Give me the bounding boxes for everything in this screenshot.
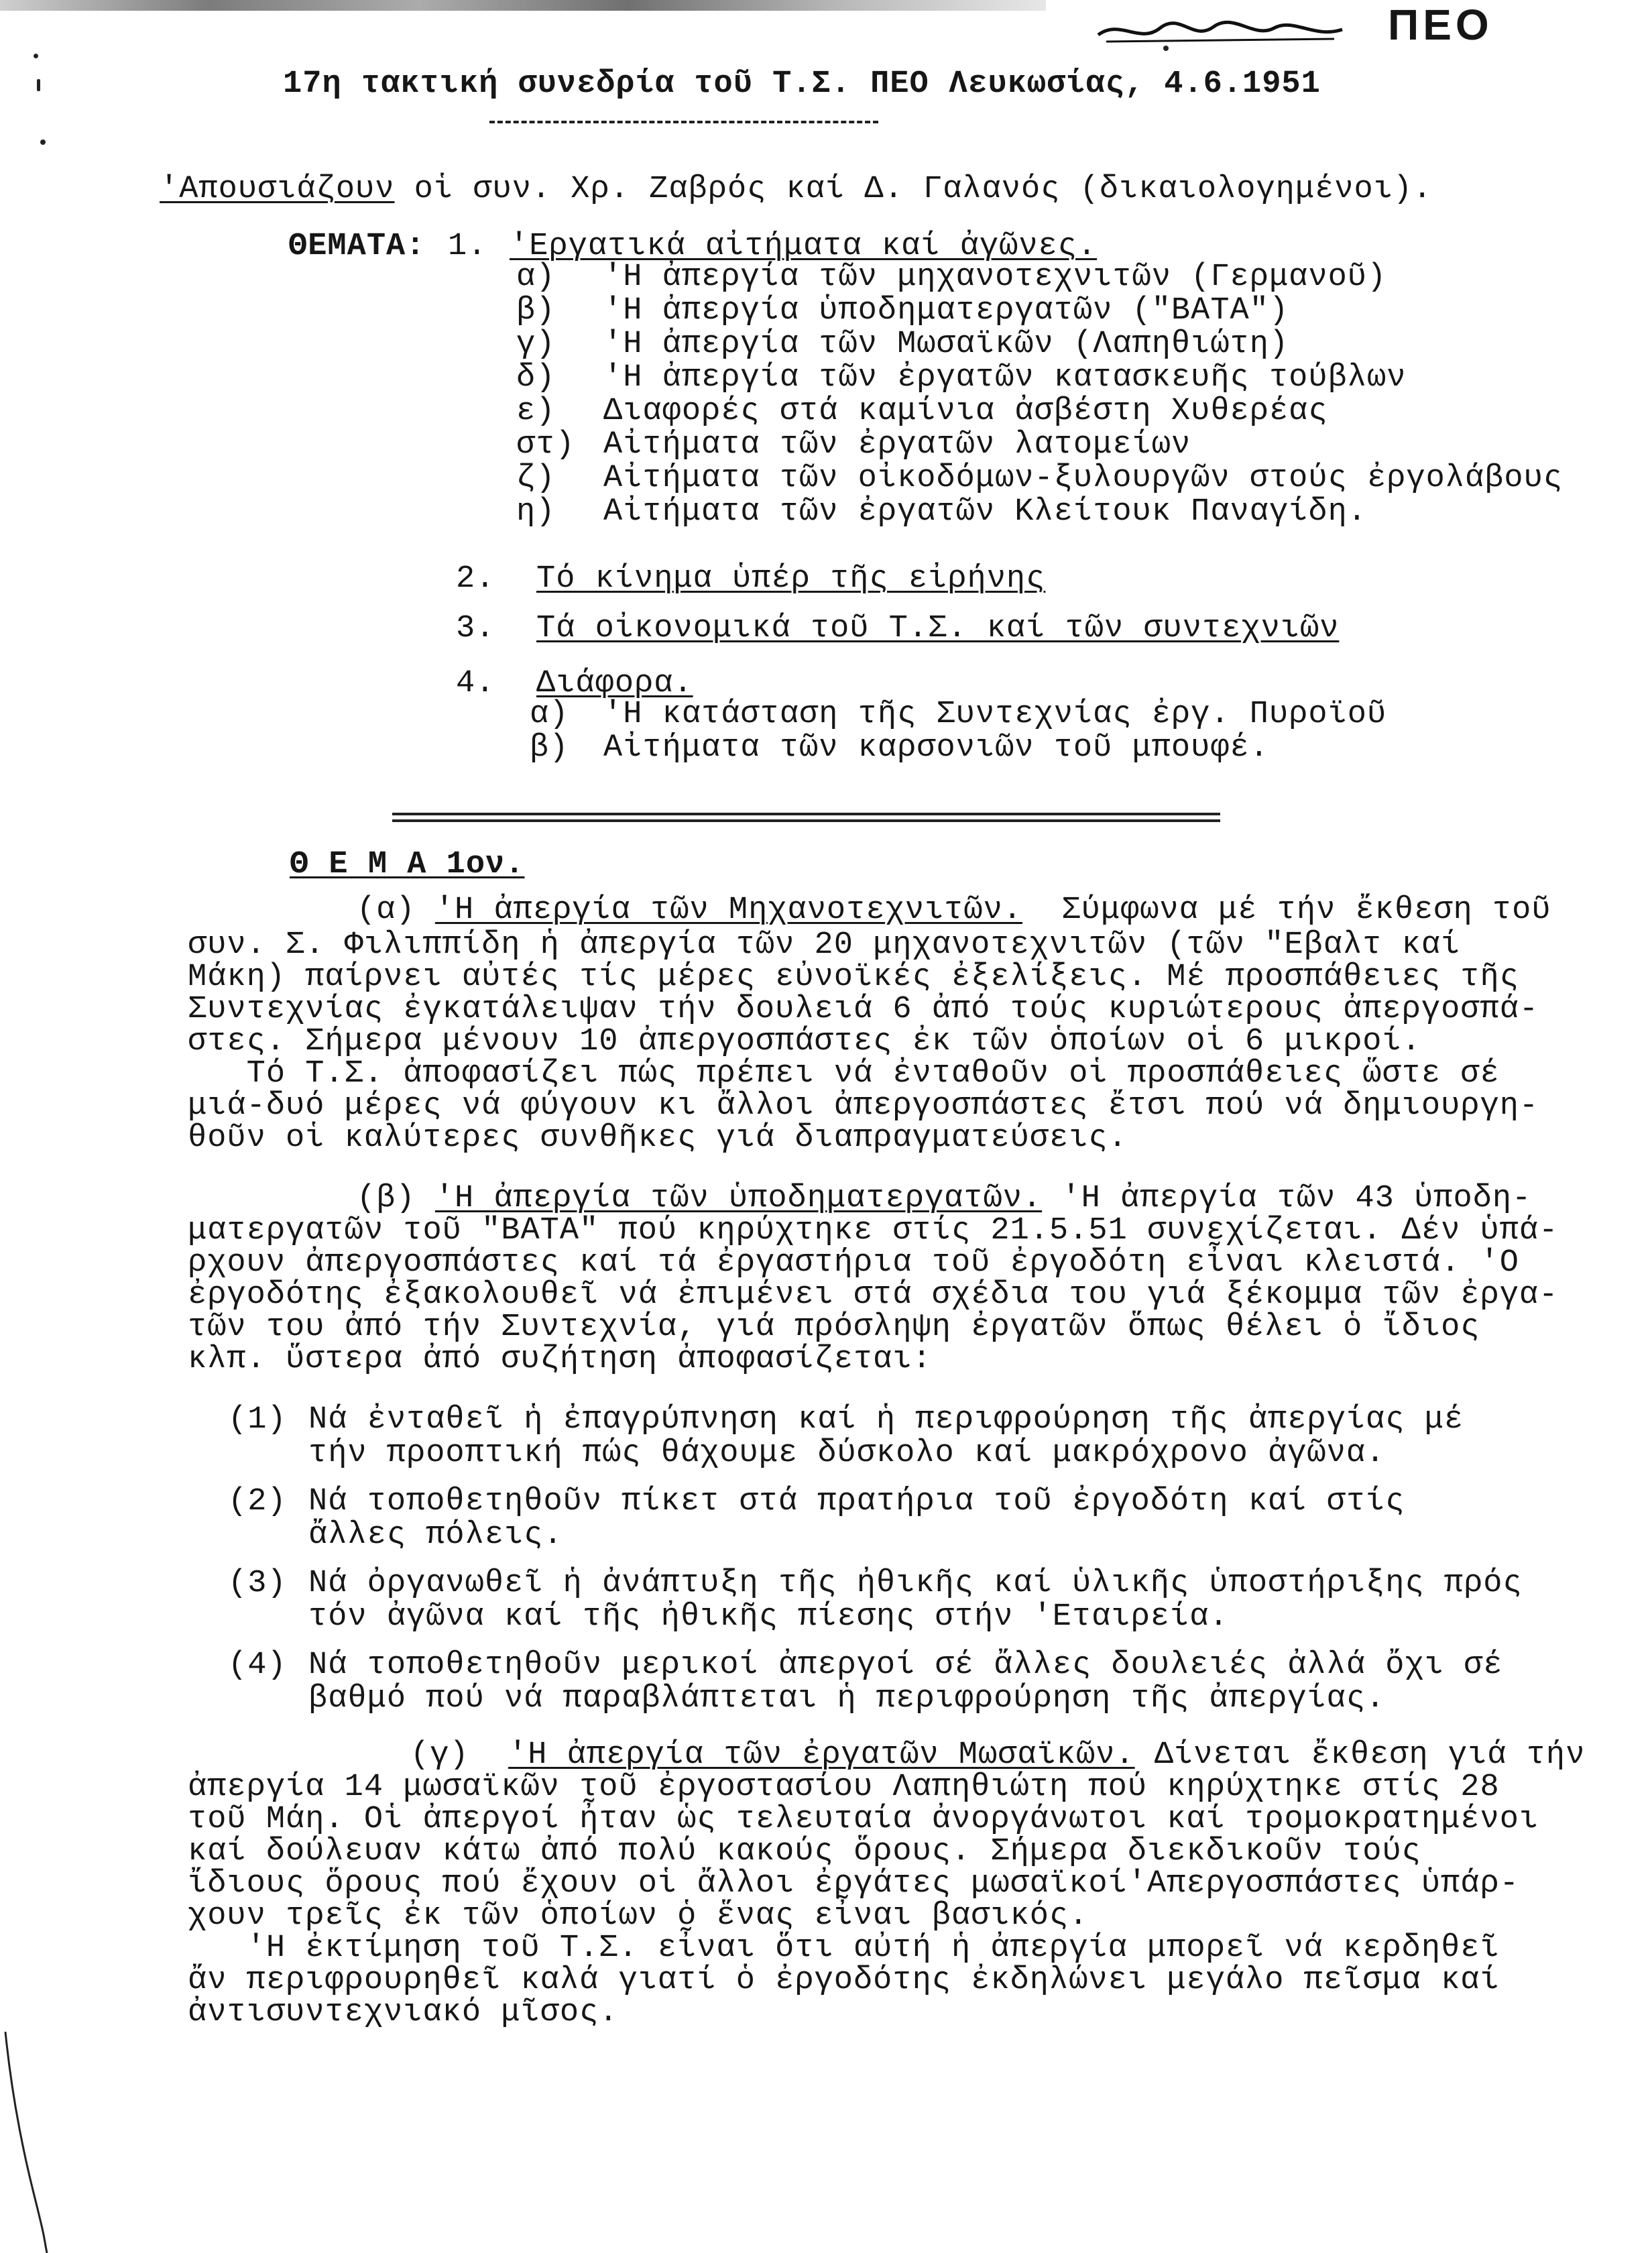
topic-title: 'Εργατικά αἰτήματα καί ἀγῶνες. <box>510 229 1098 264</box>
subsection-title: 'Η ἀπεργία τῶν Μηχανοτεχνιτῶν. <box>434 892 1022 928</box>
decision-text: βαθμό πού νά παραβλάπτεται ἡ περιφρούρηση τῆς ἀπεργίας. <box>308 1681 1386 1717</box>
absence-text: οἱ συν. Χρ. Ζαβρός καί Δ. Γαλανός (δικαιολογημένοι). <box>394 172 1433 207</box>
paragraph-text: Σύμφωνα μέ τήν ἔκθεση τοῦ <box>1061 892 1551 928</box>
subitem-text: 'Η ἀπεργία τῶν ἐργατῶν κατασκευῆς τούβλων <box>603 360 1407 396</box>
absence-line <box>160 171 1432 209</box>
section-heading: Θ Ε Μ Α 1ον. <box>290 847 525 882</box>
subsection-title: 'Η ἀπεργία τῶν ἐργατῶν Μωσαϊκῶν. <box>508 1737 1135 1773</box>
subitem-label: ζ) <box>516 461 556 496</box>
paragraph-line: ἄν περιφρουρηθεῖ καλά γιατί ὁ ἐργοδότης ἐκδηλώνει μεγάλο πεῖσμα καί <box>188 1963 1500 1998</box>
scan-speck <box>34 54 38 58</box>
topic-number: 2. <box>456 561 495 597</box>
paragraph-text: 'Η ἀπεργία τῶν 43 ὑποδη- <box>1061 1181 1532 1216</box>
paragraph-line: τῶν του ἀπό τήν Συντεχνία, γιά πρόσληψη ἐργατῶν ὅπως θέλει ὁ ἴδιος <box>188 1310 1480 1345</box>
subitem-label: ε) <box>516 394 556 429</box>
paragraph-line: τοῦ Μάη. Οἱ ἀπεργοί ἦταν ὡς τελευταία ἀνοργάνωτοι καί τρομοκρατημένοι <box>188 1802 1539 1837</box>
paragraph-line: 'Η ἐκτίμηση τοῦ Τ.Σ. εἶναι ὅτι αὐτή ἡ ἀπεργία μπορεῖ νά κερδηθεῖ <box>188 1930 1500 1966</box>
subitem-text: Αἰτήματα τῶν ἐργατῶν Κλείτουκ Παναγίδη. <box>603 494 1367 530</box>
subitem-text: Διαφορές στά καμίνια ἀσβέστη Χυθερέας <box>603 394 1328 429</box>
paragraph-line: ἴδιους ὅρους πού ἔχουν οἱ ἄλλοι ἐργάτες μωσαϊκοί'Απεργοσπάστες ὑπάρ- <box>188 1866 1519 1902</box>
organization-stamp: ΠΕΟ <box>1388 1 1493 49</box>
paragraph-line: Μάκη) παίρνει αὐτές τίς μέρες εὐνοϊκές ἐξελίξεις. Μέ προσπάθειες τῆς <box>188 960 1519 995</box>
topic-number: 1. <box>448 229 487 264</box>
paragraph-line: μιά-δυό μέρες νά φύγουν κι ἄλλοι ἀπεργοσπάστες ἔτσι πού νά δημιουργη- <box>188 1088 1539 1124</box>
subitem-label: γ) <box>516 327 556 362</box>
subitem-label: α) <box>516 259 556 295</box>
paragraph-line: ἀντισυντεχνιακό μῖσος. <box>188 1995 619 2030</box>
handwritten-signature-icon <box>1093 15 1348 48</box>
subitem-label: δ) <box>516 360 556 396</box>
subitem-text: 'Η ἀπεργία τῶν μηχανοτεχνιτῶν (Γερμανοῦ) <box>603 259 1387 295</box>
subitem-label: β) <box>516 293 556 329</box>
decision-text: Νά ὀργανωθεῖ ἡ ἀνάπτυξη τῆς ἠθικῆς καί ὑλικῆς ὑποστήριξης πρός <box>308 1566 1523 1601</box>
section-divider <box>392 813 1220 815</box>
subsection-title: 'Η ἀπεργία τῶν ὑποδηματεργατῶν. <box>434 1181 1043 1216</box>
decision-number: (1) <box>228 1402 287 1438</box>
subitem-text: 'Η κατάσταση τῆς Συντεχνίας ἐργ. Πυροϊοῦ <box>603 697 1387 732</box>
subitem-label: α) <box>530 697 569 732</box>
subitem-text: Αἰτήματα τῶν καρσονιῶν τοῦ μπουφέ. <box>603 730 1269 766</box>
absence-label: 'Απουσιάζουν <box>160 172 395 207</box>
subitem-label: η) <box>516 494 556 530</box>
paragraph-text: Δίνεται ἔκθεση γιά τήν <box>1154 1737 1586 1773</box>
decision-text: ἄλλες πόλεις. <box>308 1517 563 1553</box>
page-title: 17η τακτική συνεδρία τοῦ Τ.Σ. ΠΕΟ Λευκωσίας, 4.6.1951 <box>283 66 1321 102</box>
subitem-text: 'Η ἀπεργία τῶν Μωσαϊκῶν (Λαπηθιώτη) <box>603 327 1289 362</box>
paragraph-line <box>357 892 1551 929</box>
decision-number: (3) <box>228 1566 287 1601</box>
decision-text: τόν ἀγῶνα καί τῆς ἠθικῆς πίεσης στήν 'Εταιρεία. <box>308 1599 1229 1635</box>
paragraph-line: ρχουν ἀπεργοσπάστες καί τά ἐργαστήρια τοῦ ἐργοδότη εἶναι κλειστά. 'Ο <box>188 1245 1519 1281</box>
topics-label: ΘΕΜΑΤΑ: <box>288 229 426 264</box>
subitem-label: β) <box>530 730 569 766</box>
decision-text: Νά τοποθετηθοῦν πίκετ στά πρατήρια τοῦ ἐργοδότη καί στίς <box>308 1484 1405 1519</box>
paragraph-line: Συντεχνίας ἐγκατάλειψαν τήν δουλειά 6 ἀπό τούς κυριώτερους ἀπεργοσπά- <box>188 992 1539 1027</box>
paragraph-line: χουν τρεῖς ἐκ τῶν ὁποίων ὁ ἕνας εἶναι βασικός. <box>188 1898 1089 1934</box>
decision-text: Νά ἐνταθεῖ ἡ ἐπαγρύπνηση καί ἡ περιφρούρηση τῆς ἀπεργίας μέ <box>308 1402 1464 1438</box>
scan-speck <box>37 79 40 91</box>
decision-text: τήν προοπτική πώς θάχουμε δύσκολο καί μακρόχρονο ἀγῶνα. <box>308 1436 1386 1471</box>
paragraph-line: Τό Τ.Σ. ἀποφασίζει πώς πρέπει νά ἐνταθοῦν οἱ προσπάθειες ὥστε σέ <box>188 1056 1500 1092</box>
scan-speck <box>1163 46 1169 51</box>
subsection-label: (β) <box>357 1181 416 1216</box>
scan-speck <box>40 139 46 145</box>
scan-edge-mark <box>0 2032 54 2253</box>
decision-number: (2) <box>228 1484 287 1519</box>
paragraph-line: συν. Σ. Φιλιππίδη ἡ ἀπεργία τῶν 20 μηχανοτεχνιτῶν (τῶν "Εβαλτ καί <box>188 927 1461 963</box>
paragraph-line: καί δούλευαν κάτω ἀπό πολύ κακούς ὅρους. Σήμερα διεκδικοῦν τούς <box>188 1834 1421 1869</box>
paragraph-line: ἀπεργία 14 μωσαϊκῶν τοῦ ἐργοστασίου Λαπηθιώτη πού κηρύχτηκε στίς 28 <box>188 1770 1500 1805</box>
scan-edge-noise <box>0 0 1046 11</box>
topic-number: 3. <box>456 611 495 646</box>
paragraph-line: κλπ. ὕστερα ἀπό συζήτηση ἀποφασίζεται: <box>188 1342 932 1377</box>
title-underline <box>489 121 878 123</box>
paragraph-line: θοῦν οἱ καλύτερες συνθῆκες γιά διαπραγματεύσεις. <box>188 1120 1128 1156</box>
paragraph-line: ἐργοδότης ἐξακολουθεῖ νά ἐπιμένει στά σχέδια του γιά ξέκομμα τῶν ἐργα- <box>188 1277 1559 1313</box>
topic-number: 4. <box>456 666 495 701</box>
subsection-label: (α) <box>357 892 416 928</box>
topic-title: Τό κίνημα ὑπέρ τῆς εἰρήνης <box>536 561 1046 597</box>
paragraph-line: στες. Σήμερα μένουν 10 ἀπεργοσπάστες ἐκ τῶν ὁποίων οἱ 6 μικροί. <box>188 1024 1421 1059</box>
topic-title: Τά οἰκονομικά τοῦ Τ.Σ. καί τῶν συντεχνιῶν <box>536 611 1340 646</box>
subitem-label: στ) <box>516 427 575 463</box>
paragraph-line: ματεργατῶν τοῦ "ΒΑΤΑ" πού κηρύχτηκε στίς 21.5.51 συνεχίζεται. Δέν ὑπά- <box>188 1213 1559 1249</box>
section-divider <box>392 819 1220 822</box>
subitem-text: Αἰτήματα τῶν οἰκοδόμων-ξυλουργῶν στούς ἐργολάβους <box>603 461 1564 496</box>
decision-text: Νά τοποθετηθοῦν μερικοί ἀπεργοί σέ ἄλλες δουλειές ἀλλά ὄχι σέ <box>308 1648 1503 1683</box>
subitem-text: Αἰτήματα τῶν ἐργατῶν λατομείων <box>603 427 1191 463</box>
subitem-text: 'Η ἀπεργία ὑποδηματεργατῶν ("ΒΑΤΑ") <box>603 293 1289 329</box>
subsection-label: (γ) <box>410 1737 469 1773</box>
decision-number: (4) <box>228 1648 287 1683</box>
topic-title: Διάφορα. <box>536 666 693 701</box>
